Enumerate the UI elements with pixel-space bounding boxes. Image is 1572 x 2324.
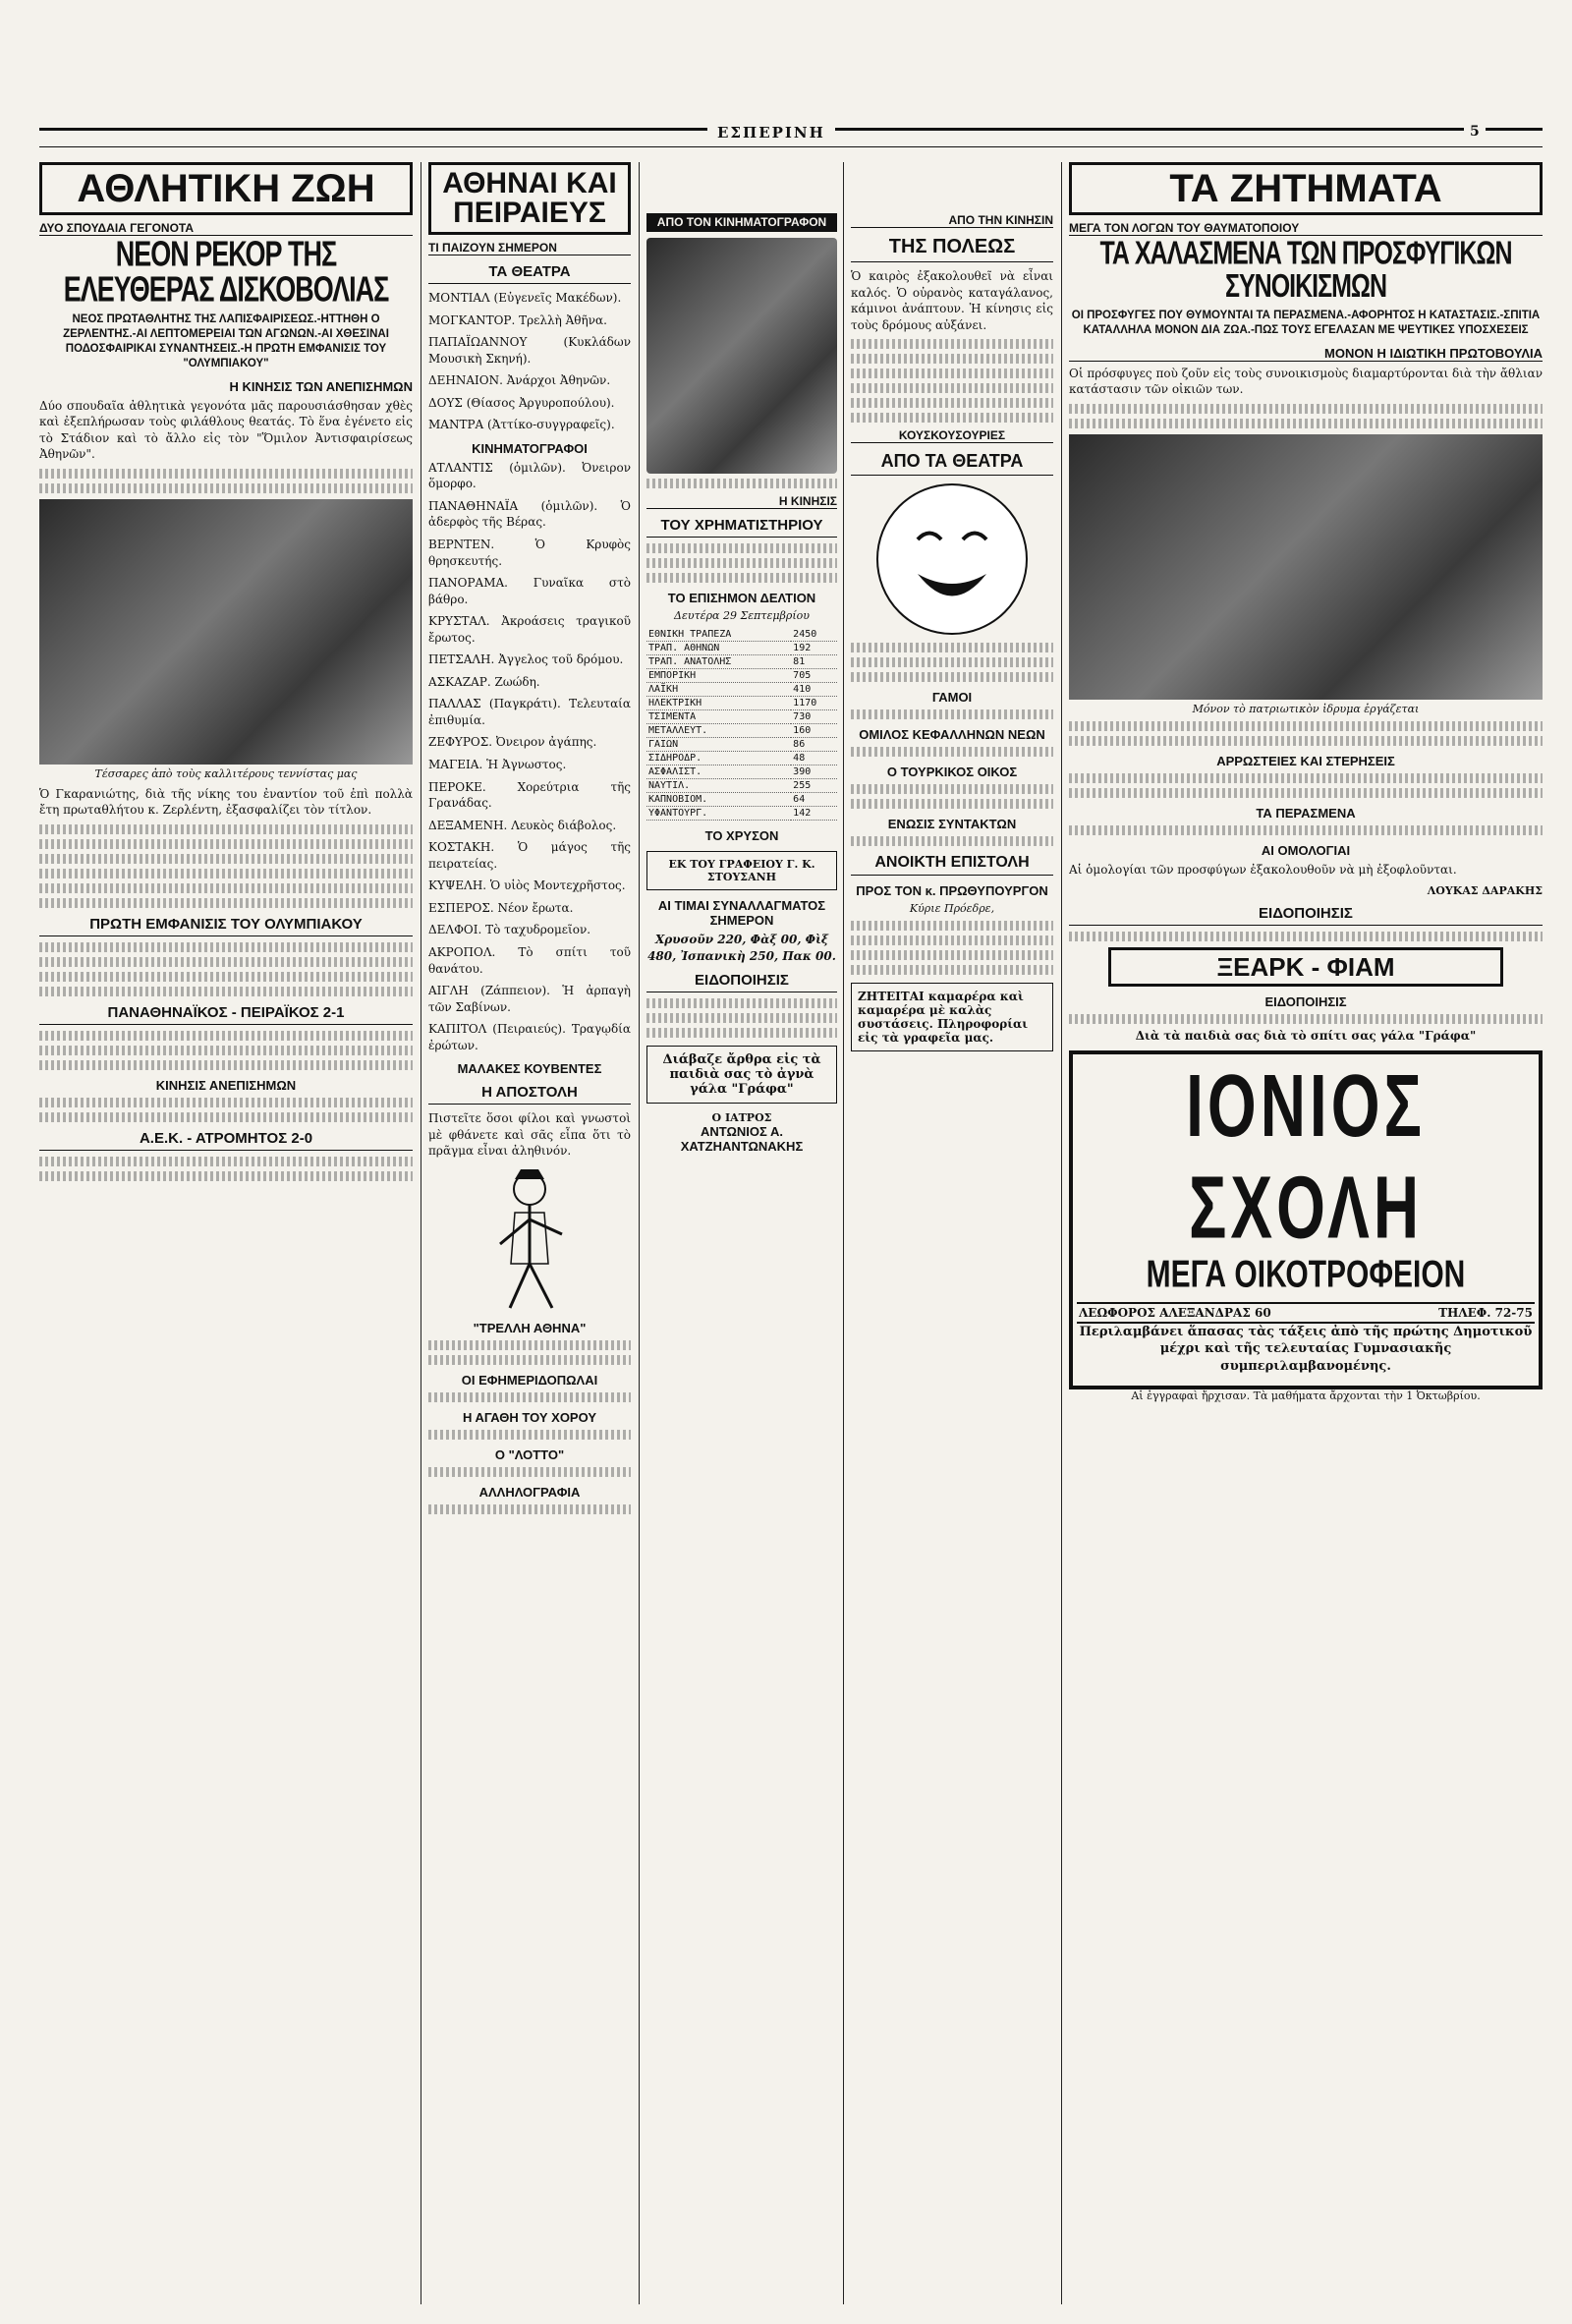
text-filler [1069,773,1543,783]
list-item: ΚΟΣΤΑΚΗ. Ὁ μάγος τῆς πειρατείας. [428,840,631,871]
stock-head: ΤΟΥ ΧΡΗΜΑΤΙΣΤΗΡΙΟΥ [646,517,837,538]
school-name: ΙΟΝΙΟΣ ΣΧΟΛΗ [1186,1055,1426,1257]
text-filler [646,998,837,1008]
school-contact [1077,1302,1535,1324]
text-filler [428,1355,631,1365]
text-filler [646,558,837,568]
text-filler [39,942,413,952]
text-filler [39,957,413,967]
list-item: ΔΕΗΝΑΙΟΝ. Ἀνάρχοι Ἀθηνῶν. [428,373,611,388]
text-filler [39,883,413,893]
past-head: ΤΑ ΠΕΡΑΣΜΕΝΑ [1256,805,1356,821]
text-filler [851,368,1053,378]
milk-promo-2: Διὰ τὰ παιδιὰ σας διὰ τὸ σπίτι σας γάλα "Γράφα" [1135,1028,1477,1043]
text-filler [851,747,1053,757]
banner-spacer [851,162,1053,207]
text-filler [39,1157,413,1166]
list-item: ΔΕΛΦΟΙ. Τὸ ταχυδρομεῖον. [428,923,591,937]
column-rule [843,162,844,2304]
table-row: ΑΣΦΑΛΙΣΤ. 390 [646,765,837,779]
gold-head: ΤΟ ΧΡΥΣΟΝ [704,828,779,843]
text-filler [1069,1014,1543,1024]
text-filler [39,1171,413,1181]
text-filler [646,573,837,583]
text-filler [851,672,1053,682]
list-item: ΑΤΛΑΝΤΙΣ (ὁμιλῶν). Ὀνειρον ὅμορφο. [428,460,631,491]
athens-banner: ΑΘΗΝΑΙ ΚΑΙ ΠΕΙΡΑΙΕΥΣ [428,162,631,235]
doctor-label: Ο ΙΑΤΡΟΣ [711,1111,772,1125]
text-filler [851,413,1053,423]
bulletin-date: Δευτέρα 29 Σεπτεμβρίου [674,609,810,622]
actress-photo [646,238,837,474]
text-filler [851,643,1053,652]
table-row: ΤΡΑΠ. ΑΘΗΝΩΝ 192 [646,642,837,655]
list-item: ΠΑΠΑΪΩΑΝΝΟΥ (Κυκλάδων Μουσικὴ Σκηνή). [428,335,631,366]
fx-rates: Χρυσοῦν 220, Φὰξ 00, Φὶξ 480, Ἰσπανικὴ 250, Πακ 00. [647,933,836,963]
text-filler [851,383,1053,393]
text-filler [646,479,837,488]
text-filler [1069,721,1543,731]
list-item: ΠΑΛΛΑΣ (Παγκράτι). Τελευταία ἐπιθυμία. [428,697,631,727]
text-filler [39,972,413,982]
text-filler [851,921,1053,931]
sports-subhead: ΝΕΟΣ ΠΡΩΤΑΘΛΗΤΗΣ ΤΗΣ ΛΑΠΙΣΦΑΙΡΙΣΕΩΣ.-ΗΤΤΗΘΗ Ο ΖΕΡΛΕΝΤΗΣ.-ΑΙ ΛΕΠΤΟΜΕΡΕΙΑΙ ΤΩΝ ΑΓΩΝΩΝ.-ΑΙ ΧΘΕΣΙΝΑΙ ΠΟΔΟΣΦΑΙΡΙΚΑΙ ΣΥΝΑΝΤΗΣΕΙΣ.-Η ΠΡΩΤΗ ΕΜΦΑΝΙΣΙΣ ΤΟΥ "ΟΛΥΜΠΙΑΚΟΥ" [63,313,389,369]
text-filler [428,1467,631,1477]
athens-column [428,162,631,2304]
text-filler [1069,825,1543,835]
sports-side-head: Η ΚΙΝΗΣΙΣ ΤΩΝ ΑΝΕΠΙΣΗΜΩΝ [229,378,413,394]
text-filler [39,839,413,849]
text-filler [39,898,413,908]
turkish-house-head: Ο ΤΟΥΡΚΙΚΟΣ ΟΙΚΟΣ [886,765,1018,780]
tennis-photo-caption: Τέσσαρες ἀπὸ τοὺς καλλιτέρους τεννίστας μας [94,766,358,780]
city-headline: ΤΗΣ ΠΟΛΕΩΣ [851,236,1053,262]
sports-banner: ΑΘΛΗΤΙΚΗ ΖΩΗ [39,162,413,215]
text-filler [1069,404,1543,414]
school-text: Περιλαμβάνει ἅπασας τὰς τάξεις ἀπὸ τῆς πρώτης Δημοτικοῦ μέχρι καὶ τῆς τελευταίας Γυμνασιακῆς συμπεριλαμβανομένης. [1079,1324,1533,1375]
athens-section: ΤΙ ΠΑΙΖΟΥΝ ΣΗΜΕΡΟΝ [428,241,631,255]
market-column [646,162,837,2304]
text-filler [39,1031,413,1041]
list-item: ΔΕΞΑΜΕΝΗ. Λευκὸς διάβολος. [428,818,617,832]
text-filler [1069,419,1543,428]
text-filler [851,354,1053,364]
doctor-name: ΑΝΤΩΝΙΟΣ Α. ΧΑΤΖΗΑΝΤΩΝΑΚΗΣ [680,1124,804,1155]
bonds-head: ΑΙ ΟΜΟΛΟΓΙΑΙ [1261,842,1351,858]
fx-head: ΑΙ ΤΙΜΑΙ ΣΥΝΑΛΛΑΓΜΑΤΟΣ ΣΗΜΕΡΟΝ [657,898,826,928]
kefalonia-head: ΟΜΙΛΟΣ ΚΕΦΑΛΛΗΝΩΝ ΝΕΩΝ [859,727,1045,743]
sports-section: ΔΥΟ ΣΠΟΥΔΑΙΑ ΓΕΓΟΝΟΤΑ [39,221,413,236]
bulletin-head: ΤΟ ΕΠΙΣΗΜΟΝ ΔΕΛΤΙΟΝ [667,591,816,605]
list-item: ΒΕΡΝΤΕΝ. Ὁ Κρυφὸς θρησκευτής. [428,538,631,568]
masthead-title: ΕΣΠΕΡΙΝΗ [707,124,835,142]
table-row: ΚΑΠΝΟΒΙΟΜ. 64 [646,793,837,807]
refugee-photo-caption: Μόνον τὸ πατριωτικὸν ἱδρυμα ἐργάζεται [1192,702,1420,715]
theatres-list [428,290,631,433]
city-column [851,162,1053,2304]
cinemas-head: ΚΙΝΗΜΑΤΟΓΡΑΦΟΙ [472,440,588,456]
theatres-head: ΤΑ ΘΕΑΤΡΑ [428,263,631,284]
table-row: ΤΡΑΠ. ΑΝΑΤΟΛΗΣ 81 [646,655,837,669]
unofficial-headline: ΚΙΝΗΣΙΣ ΑΝΕΠΙΣΗΜΩΝ [155,1078,297,1094]
issues-banner: ΤΑ ΖΗΤΗΜΑΤΑ [1069,162,1543,215]
athens-paragraph: Πιστεῖτε ὅσοι φίλοι καὶ γνωστοὶ μὲ φθάνετε καὶ σᾶς εἶπα ὅτι τὸ πρᾶγμα εἶναι ἀληθινόν. [428,1111,631,1159]
text-filler [851,398,1053,408]
column-rule [639,162,640,2304]
list-item: ΑΙΓΛΗ (Ζάππειον). Ἡ ἀρπαγὴ τῶν Σαβίνων. [428,984,631,1014]
school-subtitle: ΜΕΓΑ ΟΙΚΟΤΡΟΦΕΙΟΝ [1146,1253,1466,1296]
issues-section: ΜΕΓΑ ΤΟΝ ΛΟΓΩΝ ΤΟΥ ΘΑΥΜΑΤΟΠΟΙΟΥ [1069,221,1543,236]
text-filler [646,543,837,553]
issues-side-head: ΜΟΝΟΝ Η ΙΔΙΩΤΙΚΗ ΠΡΩΤΟΒΟΥΛΙΑ [1069,346,1543,362]
text-filler [39,1098,413,1107]
letter-subhead: ΠΡΟΣ ΤΟΝ κ. ΠΡΩΘΥΠΟΥΡΓΟΝ [856,883,1048,899]
text-filler [851,339,1053,349]
list-item: ΜΑΝΤΡΑ (Ἀττίκο-συγγραφεῖς). [428,418,615,432]
text-filler [851,657,1053,667]
city-paragraph: Ὁ καιρὸς ἐξακολουθεῖ νὰ εἶναι καλός. Ὁ οὐρανὸς καταγάλανος, κάμινοι ἀνάπτουν. Ἡ κίνησις εἰς τοὺς δρόμους αὐξάνει. [851,269,1053,332]
notice-head-2: ΕΙΔΟΠΟΙΗΣΙΣ [1264,993,1347,1009]
issues-subhead: ΟΙ ΠΡΟΣΦΥΓΕΣ ΠΟΥ ΘΥΜΟΥΝΤΑΙ ΤΑ ΠΕΡΑΣΜΕΝΑ.-ΑΦΟΡΗΤΟΣ Η ΚΑΤΑΣΤΑΣΙΣ.-ΣΠΙΤΙΑ ΚΑΤΑΛΛΗΛΑ ΜΟΝΟΝ ΔΙΑ ΖΩΑ.-ΠΩΣ ΤΟΥΣ ΕΓΕΛΑΣΑΝ ΜΕ ΨΕΥΤΙΚΕΣ ΥΠΟΣΧΕΣΕΙΣ [1071,310,1541,336]
theatre-head: ΑΠΟ ΤΑ ΘΕΑΤΡΑ [851,451,1053,476]
text-filler [851,935,1053,945]
text-filler [39,854,413,864]
list-item: ΠΑΝΑΘΗΝΑΪΑ (ὁμιλῶν). Ὁ ἀδερφὸς τῆς Βέρας. [428,498,631,530]
sports-paragraph: Δύο σπουδαῖα ἀθλητικὰ γεγονότα μᾶς παρουσιάσθησαν χθὲς καὶ ἐξεπλήρωσαν τοὺς φιλάθλους θεατάς. Τὸ ἕνα ἐγένετο εἰς τὸ Στάδιον καὶ τὸ ἄλλο εἰς τὸν "Ὅμιλον Ἀντισφαιρίσεως Ἀθηνῶν". [39,398,413,462]
milk-promo: Διάβαζε ἄρθρα εἰς τὰ παιδιὰ σας τὸ ἀγνὰ γάλα "Γράφα" [646,1046,837,1104]
union-head: ΕΝΩΣΙΣ ΣΥΝΤΑΚΤΩΝ [887,817,1017,832]
table-row: ΕΜΠΟΡΙΚΗ 705 [646,669,837,683]
table-row: ΤΣΙΜΕΝΤΑ 730 [646,710,837,724]
gold-source: ΕΚ ΤΟΥ ΓΡΑΦΕΙΟΥ Γ. Κ. ΣΤΟΥΣΑΝΗ [646,851,837,890]
notices-head: ΕΙΔΟΠΟΙΗΣΙΣ [646,972,837,992]
table-row: ΜΕΤΑΛΛΕΥΤ. 160 [646,724,837,738]
issues-paragraph: Αἱ ὁμολογίαι τῶν προσφύγων ἐξακολουθοῦν νὰ μὴ ἐξοφλοῦνται. [1069,862,1457,877]
aek-headline: Α.Ε.Κ. - ΑΤΡΟΜΗΤΟΣ 2-0 [39,1130,413,1151]
list-item: ΠΑΝΟΡΑΜΑ. Γυναῖκα στὸ βάθρο. [428,576,631,606]
author-signature: ΛΟΥΚΑΣ ΔΑΡΑΚΗΣ [1427,883,1543,897]
list-item: ΚΥΨΕΛΗ. Ὁ υἱὸς Μοντεχρῆστος. [428,879,626,893]
list-item: ΔΟΥΣ (Θίασος Ἀργυροπούλου). [428,395,615,410]
text-filler [39,987,413,996]
city-section: ΑΠΟ ΤΗΝ ΚΙΝΗΣΙΝ [851,213,1053,228]
theatre-mask-icon [876,483,1028,635]
illness-head: ΑΡΡΩΣΤΕΙΕΣ ΚΑΙ ΣΤΕΡΗΣΕΙΣ [1216,753,1395,768]
list-item: ΑΚΡΟΠΟΛ. Τὸ σπίτι τοῦ θανάτου. [428,944,631,976]
text-filler [1069,788,1543,798]
text-filler [1069,736,1543,746]
wanted-ad: ΖΗΤΕΙΤΑΙ καμαρέρα καὶ καμαρέρα μὲ καλὰς συστάσεις. Πληροφορίαι εἰς τὰ γραφεῖα μας. [851,983,1053,1051]
weddings-head: ΓΑΜΟΙ [931,690,973,706]
list-item: ΕΣΠΕΡΟΣ. Νέον ἔρωτα. [428,900,574,915]
sports-column [39,162,413,2304]
paper-sellers-head: ΟΙ ΕΦΗΜΕΡΙΔΟΠΩΛΑΙ [461,1372,598,1388]
list-item: ΚΡΥΣΤΑΛ. Ἀκροάσεις τραγικοῦ ἔρωτος. [428,614,631,645]
cinema-section: ΑΠΟ ΤΟΝ ΚΙΝΗΜΑΤΟΓΡΑΦΟΝ [646,213,837,232]
table-row: ΗΛΕΚΤΡΙΚΗ 1170 [646,697,837,710]
list-item: ΖΕΦΥΡΟΣ. Ὀνειρον ἀγάπης. [428,735,597,750]
text-filler [39,469,413,479]
market-table [646,628,837,821]
tennis-photo [39,499,413,765]
text-filler [851,709,1053,719]
text-filler [428,1504,631,1514]
text-filler [39,1060,413,1070]
text-filler [39,1046,413,1055]
table-row: ΣΙΔΗΡΟΔΡ. 48 [646,752,837,765]
text-filler [851,836,1053,846]
list-item: ΑΣΚΑΖΑΡ. Ζωώδη. [428,674,540,689]
text-filler [39,824,413,834]
banner-spacer [646,162,837,207]
correspondence-head: ΑΛΛΗΛΟΓΡΑΦΙΑ [478,1484,581,1500]
text-filler [851,965,1053,975]
refugee-photo [1069,434,1543,700]
mad-athens-head: "ΤΡΕΛΛΗ ΑΘΗΝΑ" [473,1320,587,1335]
school-phone: ΤΗΛΕΦ. 72-75 [1438,1305,1533,1320]
issues-paragraph: Οἱ πρόσφυγες ποὺ ζοῦν εἰς τοὺς συνοικισμοὺς διαμαρτύρονται διὰ τὴν ἄθλιαν κατάστασιν τῶν οἰκιῶν των. [1069,366,1543,397]
page-number: 5 [1464,124,1486,140]
text-filler [39,483,413,493]
text-filler [646,1028,837,1038]
article-head: Η ΑΠΟΣΤΟΛΗ [428,1084,631,1105]
lotto-head: Ο "ΛΟΤΤΟ" [494,1446,565,1462]
list-item: ΜΑΓΕΙΑ. Ἡ Ἀγνωστος. [428,758,567,772]
list-item: ΠΕΡΟΚΕ. Χορεύτρια τῆς Γρανάδας. [428,779,631,811]
stock-section: Η ΚΙΝΗΣΙΣ [646,494,837,509]
school-ad [1069,1050,1543,1390]
school-address: ΛΕΩΦΟΡΟΣ ΑΛΕΞΑΝΔΡΑΣ 60 [1079,1305,1271,1320]
list-item: ΜΟΝΤΙΑΛ (Εὐγενεῖς Μακέδων). [428,291,622,305]
sports-headline: ΝΕΟΝ ΡΕΚΟΡ ΤΗΣ ΕΛΕΥΘΕΡΑΣ ΔΙΣΚΟΒΟΛΙΑΣ [63,233,389,310]
letter-opening: Κύριε Πρόεδρε, [909,902,995,916]
text-filler [851,784,1053,794]
table-row: ΓΑΙΩΝ 86 [646,738,837,752]
table-row: ΕΘΝΙΚΗ ΤΡΑΠΕΖΑ 2450 [646,628,837,642]
table-row: ΥΦΑΝΤΟΥΡΓ. 142 [646,807,837,821]
column-rule [1061,162,1062,2304]
dance-head: Η ΑΓΑΘΗ ΤΟΥ ΧΟΡΟΥ [462,1409,597,1425]
theatre-section: ΚΟΥΣΚΟΥΣΟΥΡΙΕΣ [851,428,1053,443]
table-row: ΛΑΪΚΗ 410 [646,683,837,697]
text-filler [39,1112,413,1122]
text-filler [646,1013,837,1023]
cartoon-figure-icon [476,1165,584,1313]
school-date: Αἱ ἐγγραφαὶ ἤρχισαν. Τὰ μαθήματα ἄρχονται τὴν 1 Ὀκτωβρίου. [1131,1389,1481,1403]
table-row: ΝΑΥΤΙΛ. 255 [646,779,837,793]
sports-paragraph: Ὁ Γκαρανιώτης, διὰ τῆς νίκης του ἐναντίον τοῦ ἐπὶ πολλὰ ἔτη πρωταθλήτου κ. Ζερλέντη, ἐξασφαλίζει τὸν τίτλον. [39,786,413,818]
text-filler [428,1340,631,1350]
issues-headline: ΤΑ ΧΑΛΑΣΜΕΝΑ ΤΩΝ ΠΡΟΣΦΥΓΙΚΩΝ ΣΥΝΟΙΚΙΣΜΩΝ [1099,234,1512,306]
text-filler [851,950,1053,960]
cinemas-list [428,460,631,1053]
letter-head: ΑΝΟΙΚΤΗ ΕΠΙΣΤΟΛΗ [851,854,1053,876]
text-filler [1069,932,1543,941]
text-filler [428,1430,631,1440]
notice-head: ΕΙΔΟΠΟΙΗΣΙΣ [1069,905,1543,926]
text-filler [428,1392,631,1402]
issues-column [1069,162,1543,2304]
match-headline: ΠΑΝΑΘΗΝΑΪΚΟΣ - ΠΕΙΡΑΪΚΟΣ 2-1 [39,1004,413,1025]
text-filler [851,799,1053,809]
text-filler [39,869,413,879]
list-item: ΚΑΠΙΤΟΛ (Πειραιεύς). Τραγῳδία ἐρώτων. [428,1022,631,1052]
list-item: ΜΟΓΚΑΝΤΟΡ. Τρελλὴ Ἀθῆνα. [428,312,607,327]
list-item: ΠΕΤΣΑΛΗ. Ἀγγελος τοῦ δρόμου. [428,652,624,667]
chat-head: ΜΑΛΑΚΕΣ ΚΟΥΒΕΝΤΕΣ [457,1061,602,1077]
xeark-ad: ΞΕΑΡΚ - ΦΙΑΜ [1108,947,1503,987]
olympiakos-headline: ΠΡΩΤΗ ΕΜΦΑΝΙΣΙΣ ΤΟΥ ΟΛΥΜΠΙΑΚΟΥ [39,916,413,936]
